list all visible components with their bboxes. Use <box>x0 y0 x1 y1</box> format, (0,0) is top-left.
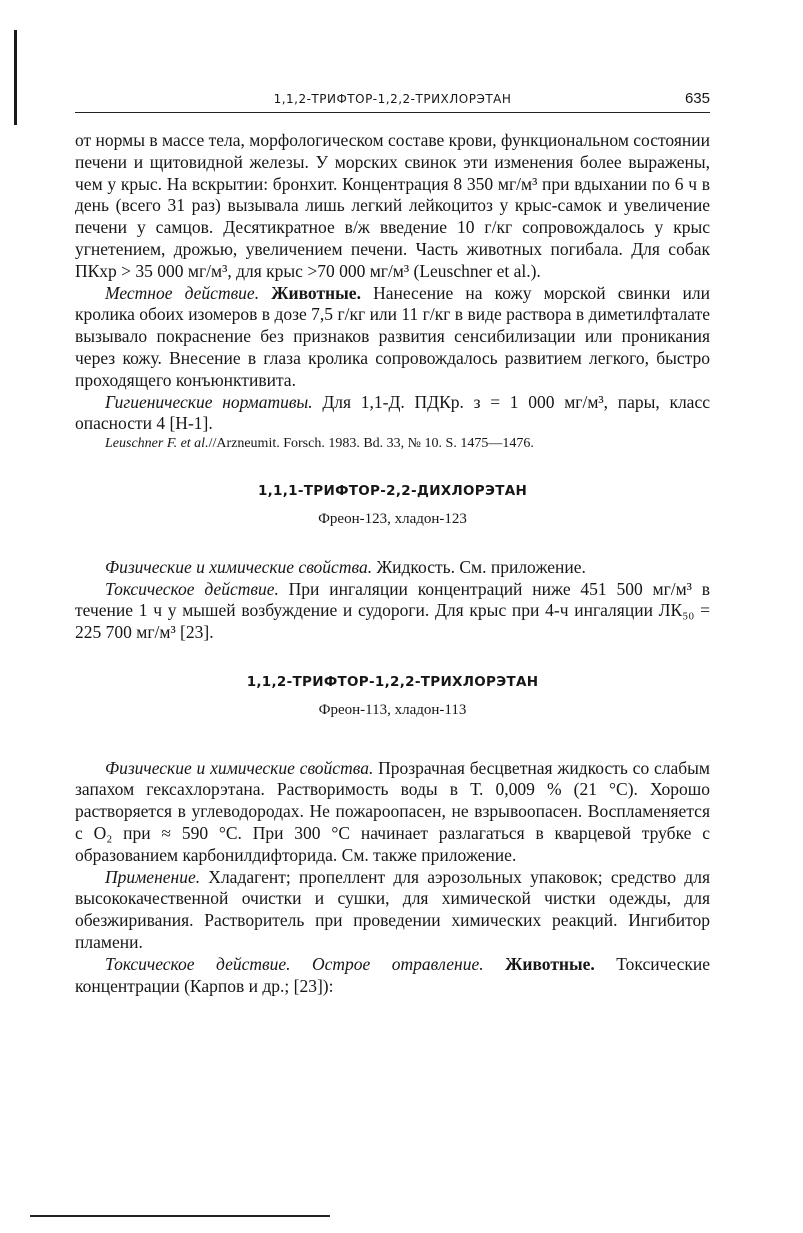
reference-citation <box>75 435 710 453</box>
s3-toxic-text: Токсические концентрации (Карпов и др.; [23]): <box>75 953 710 996</box>
paragraph-s3-use <box>75 867 710 954</box>
s2-physical-text: Жидкость. См. приложение. <box>372 556 586 577</box>
s3-physical-text: Прозрачная бесцветная жидкость со слабым запахом гексахлорэтана. Растворимость воды в Т. 0,009 % (21 °С). Хорошо растворяется в углеводородах. Не пожароопасен, не взрывоопасен. Воспламеняется с O₂ при ≈ 590 °С. При 300 °С начинает разлагаться в кварцевой трубке с образованием карбонилдифторида. См. также приложение. <box>75 757 710 865</box>
paragraph-s2-physical <box>75 557 710 579</box>
page-header <box>75 92 710 113</box>
section-subtitle-freon-113: Фреон-113, хладон-113 <box>318 701 467 718</box>
local-action-bold: Животные. <box>271 282 361 303</box>
section-subtitle-freon-123: Фреон-123, хладон-123 <box>318 510 467 527</box>
hygiene-text: Для 1,1-Д. ПДКр. з = 1 000 мг/м³, пары, класс опасности 4 [Н-1]. <box>75 391 710 434</box>
s2-toxic-text: При ингаляции концентраций ниже 451 500 мг/м³ в течение 1 ч у мышей возбуждение и судороги. Для крыс при 4-ч ингаляции ЛК₅₀ = 225 700 мг/м³ [23]. <box>75 578 710 643</box>
page-number: 635 <box>684 90 710 107</box>
section-title-freon-123: 1,1,1-ТРИФТОР-2,2-ДИХЛОРЭТАН <box>257 483 528 500</box>
page-body <box>75 130 710 997</box>
paragraph-s3-toxic <box>75 954 710 998</box>
paragraph-hygiene <box>75 392 710 436</box>
scan-edge-mark <box>14 30 17 125</box>
s3-use-label: Применение. <box>105 866 201 887</box>
s3-use-text: Хладагент; пропеллент для аэрозольных упаковок; средство для высококачественной очистки и сушки, для химической чистки одежды, для обезжиривания. Растворитель при проведении химических реакций. Ингибитор пламени. <box>75 866 710 952</box>
section-title-freon-113: 1,1,2-ТРИФТОР-1,2,2-ТРИХЛОРЭТАН <box>246 673 539 690</box>
s3-toxic-bold: Животные. <box>483 953 595 974</box>
footer-rule <box>30 1215 330 1217</box>
hygiene-label: Гигиенические нормативы. <box>105 391 313 412</box>
s3-toxic-label: Токсическое действие. Острое отравление. <box>105 953 484 974</box>
paragraph-continuation: от нормы в массе тела, морфологическом составе крови, функциональном состоянии печени и щитовидной железы. У морских свинок эти изменения более выражены, чем у крыс. На вскрытии: бронхит. Концентрация 8 350 мг/м³ при вдыхании по 6 ч в день (всего 31 раз) вызывала лишь легкий лейкоцитоз у крыс-самок и увеличение печени у самцов. Десятикратное в/ж введение 10 г/кг сопровождалось у крыс угнетением, дрожью, увеличением печени. Часть животных погибала. Для собак ПКхр > 35 000 мг/м³, для крыс >70 000 мг/м³ (Leuschner et al.). <box>75 130 710 281</box>
paragraph-s3-physical <box>75 758 710 867</box>
s2-toxic-label: Токсическое действие. <box>105 578 279 599</box>
local-action-label: Местное действие. <box>105 282 260 303</box>
local-action-text: Нанесение на кожу морской свинки или кролика обоих изомеров в дозе 7,5 г/кг или 11 г/кг в виде раствора в диметилфталате вызывало покраснение без признаков развития сенсибилизации или проникания через кожу. Внесение в глаза кролика сопровождалось развитием легкого, быстро проходящего конъюнктивита. <box>75 282 710 390</box>
paragraph-local-action <box>75 283 710 392</box>
reference-authors: Leuschner F. et al. <box>105 436 209 452</box>
running-head: 1,1,2-ТРИФТОР-1,2,2-ТРИХЛОРЭТАН <box>273 92 512 106</box>
reference-source: //Arzneumit. Forsch. 1983. Bd. 33, № 10. S. 1475—1476. <box>208 436 534 452</box>
s3-physical-label: Физические и химические свойства. <box>105 757 374 778</box>
paragraph-s2-toxic <box>75 579 710 644</box>
s2-physical-label: Физические и химические свойства. <box>105 556 373 577</box>
